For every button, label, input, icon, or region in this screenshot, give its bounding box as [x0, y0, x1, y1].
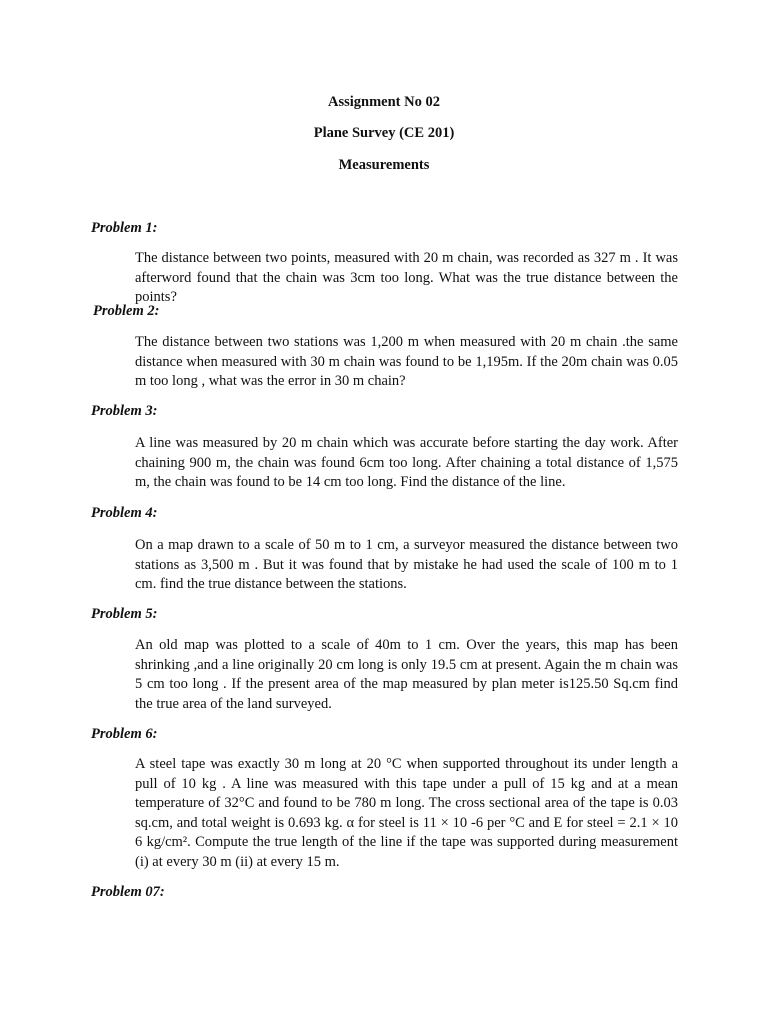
- problem-5-heading: Problem 5:: [91, 606, 158, 622]
- problem-1-text: The distance between two points, measured with 20 m chain, was recorded as 327 m . It was afterword found that the chain was 3cm too long. What was the true distance between the points?: [135, 250, 678, 305]
- problem-5-text: An old map was plotted to a scale of 40m to 1 cm. Over the years, this map has been shrinking ,and a line originally 20 cm long is only 19.5 cm at present. Again the m chain was 5 cm too long . If the present area of the map measured by plan meter is125.50 Sq.cm find the true area of the land surveyed.: [135, 637, 678, 712]
- problem-2-text: The distance between two stations was 1,200 m when measured with 20 m chain .the same distance when measured with 30 m chain was found to be 1,195m. If the 20m chain was 0.05 m too long , what was the error in 30 m chain?: [135, 334, 678, 389]
- problem-1-heading: Problem 1:: [91, 220, 158, 236]
- problem-6-heading: Problem 6:: [91, 726, 158, 742]
- course-title: Plane Survey (CE 201): [313, 125, 455, 141]
- problem-3-text: A line was measured by 20 m chain which was accurate before starting the day work. After chaining 900 m, the chain was found 6cm too long. After chaining a total distance of 1,575 m, the chain was found to be 14 cm too long. Find the distance of the line.: [135, 435, 678, 490]
- problem-2-heading: Problem 2:: [93, 303, 160, 319]
- problem-6-text: A steel tape was exactly 30 m long at 20 °C when supported throughout its under length a pull of 10 kg . A line was measured with this tape under a pull of 15 kg and at a mean temperature of 32°C and found to be 780 m long. The cross sectional area of the tape is 0.03 sq.cm, and total weight is 0.693 kg. α for steel is 11 × 10 -6 per °C and E for steel = 2.1 × 10 6 kg/cm². Compute the true length of the line if the tape was supported during measurement (i) at every 30 m (ii) at every 15 m.: [135, 756, 678, 870]
- assignment-title: Assignment No 02: [328, 94, 440, 110]
- problem-7-heading: Problem 07:: [91, 884, 165, 900]
- problem-4-text: On a map drawn to a scale of 50 m to 1 cm, a surveyor measured the distance between two stations as 3,500 m . But it was found that by mistake he had used the scale of 100 m to 1 cm. find the true distance between the stations.: [135, 537, 678, 592]
- problem-3-heading: Problem 3:: [91, 403, 158, 419]
- problem-4-heading: Problem 4:: [91, 505, 158, 521]
- topic-title: Measurements: [338, 157, 430, 173]
